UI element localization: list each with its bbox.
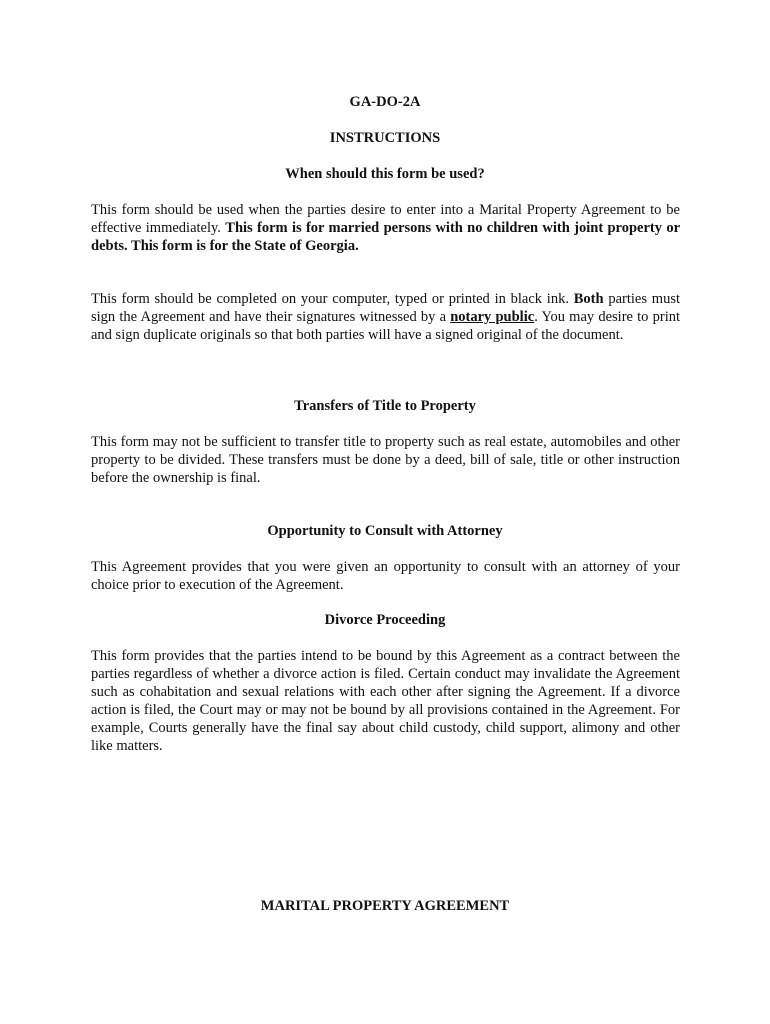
agreement-title: MARITAL PROPERTY AGREEMENT	[260, 898, 510, 914]
consult-heading: Opportunity to Consult with Attorney	[267, 523, 503, 539]
when-used-heading: When should this form be used?	[285, 166, 485, 182]
paragraph-completion-text-3: . You may desire to print and sign duplicate originals so that both parties will have a signed original of the document.	[91, 309, 681, 343]
paragraph-usage-bold: This form is for married persons with no children with joint property or debts. This form is for the State of Georgia.	[91, 220, 681, 254]
paragraph-transfers: This form may not be sufficient to transfer title to property such as real estate, automobiles and other property to be divided. These transfers must be done by a deed, bill of sale, title or other instruction before the ownership is final.	[91, 434, 680, 486]
instructions-heading: INSTRUCTIONS	[329, 130, 441, 146]
paragraph-completion-text-2: parties must sign the Agreement and have their signatures witnessed by a	[91, 291, 680, 325]
paragraph-divorce: This form provides that the parties intend to be bound by this Agreement as a contract between the parties regardless of whether a divorce action is filed. Certain conduct may invalidate the Agreement such as cohabitation and sexual relations with each other after signing the Agreement. If a divorce action is filed, the Court may or may not be bound by all provisions contained in the Agreement. For example, Courts generally have the final say about child custody, child support, alimony and other like matters.	[91, 648, 680, 754]
paragraph-consult: This Agreement provides that you were given an opportunity to consult with an attorney of your choice prior to execution of the Agreement.	[91, 559, 680, 593]
paragraph-usage-text: This form should be used when the parties desire to enter into a Marital Property Agreement to be effective immediately.	[91, 202, 680, 236]
paragraph-completion-bold: Both	[573, 291, 604, 307]
paragraph-completion	[91, 290, 680, 344]
paragraph-usage	[91, 201, 680, 255]
divorce-heading: Divorce Proceeding	[324, 612, 446, 628]
paragraph-completion-text-1: This form should be completed on your computer, typed or printed in black ink.	[91, 291, 574, 307]
form-id: GA-DO-2A	[349, 94, 421, 110]
notary-public-link: notary public	[450, 309, 535, 325]
transfers-heading: Transfers of Title to Property	[294, 398, 476, 414]
